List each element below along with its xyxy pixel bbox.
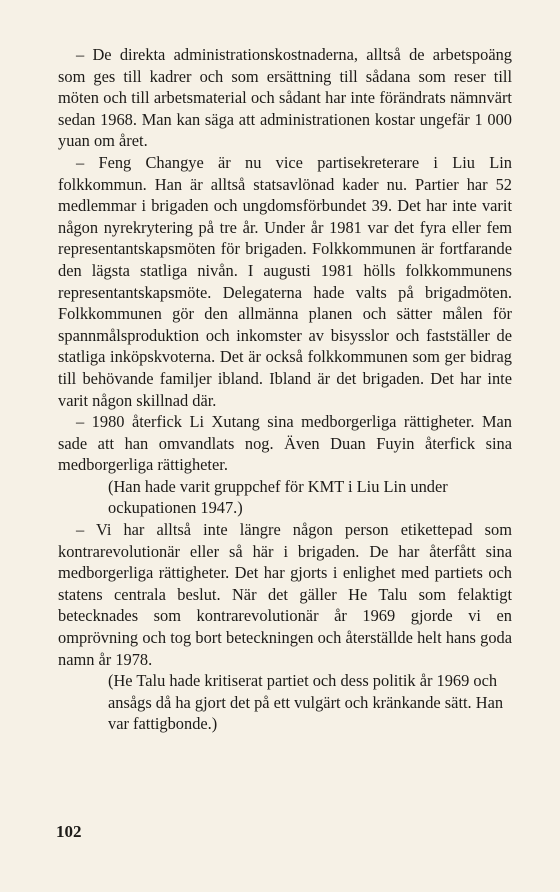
paragraph: – 1980 återfick Li Xutang sina medborgerliga rättigheter. Man sade att han omvandlats nog. Även Duan Fuyin återfick sina medborgerliga rättigheter.: [58, 412, 512, 475]
paragraph: – De direkta administrationskostnaderna, alltså de arbetspoäng som ges till kadrer och som ersättning till sådana som reser till möten och till arbetsmaterial och sådant har inte förändrats nämnvärt sedan 1968. Man kan säga att administrationen kostar ungefär 1 000 yuan om året.: [58, 45, 512, 151]
paragraph: – Vi har alltså inte längre någon person etikettерad som kontrarevolutionär eller så här i brigaden. De har återfått sina medborgerliga rättigheter. Det har gjorts i enlighet med partiets och statens centrala beslut. När det gäller He Talu som felaktigt betecknades som kontrarevolutionär år 1969 gjorde vi en omprövning och tog bort beteckningen och återställde helt hans goda namn år 1978.: [58, 520, 512, 669]
parenthetical-note: (He Talu hade kritiserat partiet och dess politik år 1969 och ansågs då ha gjort det på ett vulgärt och kränkande sätt. Han var fattigbonde.): [108, 671, 504, 734]
page-number: 102: [56, 822, 82, 841]
parenthetical-note: (Han hade varit gruppchef för KMT i Liu Lin under ockupationen 1947.): [108, 476, 448, 518]
paragraph: – Feng Changye är nu vice partisekreterare i Liu Lin folkkommun. Han är alltså statsavlönad kader nu. Partier har 52 medlemmar i brigaden och ungdomsförbundet 39. Det har inte varit någon nyrekrytering på tre år. Under år 1981 var det fyra eller fem representantskapsmöten för brigaden. Folkkommunen är fortfarande den lägsta statliga nivån. I augusti 1981 hölls folkkommunens representantskapsmöte. Delegaterna hade valts på brigadmöten. Folkkommunen gör den allmänna planen och sätter målen för spannmålsproduktion och inkomster av bisysslor och fastställer de statliga inköpskvoterna. Det är också folkkommunen som ger bidrag till behövande familjer ibland. Ibland är det brigaden. Det har inte varit någon skillnad där.: [58, 152, 512, 410]
page-body: [58, 44, 512, 735]
